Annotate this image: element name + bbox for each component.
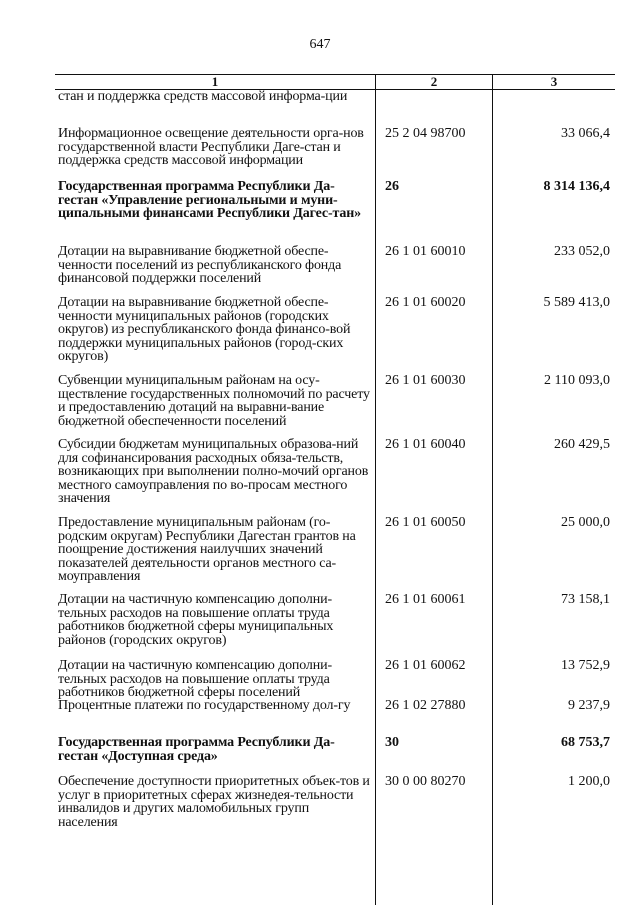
column-header-2: 2	[430, 74, 438, 89]
column-header-1: 1	[211, 74, 219, 89]
row-name: Государственная программа Республики Да-гестан «Управление региональными и муни-ципальными финансами Республики Дагес-тан»	[58, 179, 361, 222]
row-name: Субвенции муниципальным районам на осу-ществление государственных полномочий по расчету и предоставлению дотаций на выравни-вание бюджетной обеспеченности поселений	[58, 373, 370, 429]
row-code: 26	[385, 179, 399, 194]
row-amount: 5 589 413,0	[543, 295, 610, 310]
column-divider-1	[375, 74, 376, 905]
row-amount: 68 753,7	[561, 735, 610, 750]
row-code: 26 1 01 60010	[385, 244, 466, 259]
page-number: 647	[309, 37, 331, 52]
row-code: 26 1 02 27880	[385, 698, 466, 713]
row-amount: 25 000,0	[561, 515, 610, 530]
row-amount: 33 066,4	[561, 126, 610, 141]
row-amount: 2 110 093,0	[544, 373, 610, 388]
row-code: 26 1 01 60050	[385, 515, 466, 530]
row-amount: 13 752,9	[561, 658, 610, 673]
row-code: 30 0 00 80270	[385, 774, 466, 789]
column-header-3: 3	[550, 74, 558, 89]
row-code: 30	[385, 735, 399, 750]
row-name: Дотации на выравнивание бюджетной обеспе-ченности поселений из республиканского фонда финансовой поддержки поселений	[58, 244, 342, 287]
row-code: 25 2 04 98700	[385, 126, 466, 141]
row-name: Дотации на частичную компенсацию дополни-тельных расходов на повышение оплаты труда работников бюджетной сферы муниципальных районов (городских округов)	[58, 592, 334, 648]
row-name: Государственная программа Республики Да-гестан «Доступная среда»	[58, 735, 335, 764]
row-code: 26 1 01 60020	[385, 295, 466, 310]
budget-table	[55, 74, 615, 905]
row-name: стан и поддержка средств массовой информа-ции	[58, 89, 348, 104]
row-amount: 9 237,9	[568, 698, 610, 713]
row-name: Процентные платежи по государственному дол-гу	[58, 698, 351, 713]
row-code: 26 1 01 60040	[385, 437, 466, 452]
row-name: Дотации на частичную компенсацию дополни-тельных расходов на повышение оплаты труда работников бюджетной сферы поселений	[58, 658, 332, 701]
row-name: Предоставление муниципальным районам (го-родским округам) Республики Дагестан грантов на поощрение достижения наилучших значений показателей деятельности органов местного са-моуправления	[58, 515, 356, 585]
row-amount: 73 158,1	[561, 592, 610, 607]
row-name: Информационное освещение деятельности орга-нов государственной власти Республики Даге-стан и поддержка средств массовой информации	[58, 126, 364, 169]
row-code: 26 1 01 60062	[385, 658, 466, 673]
row-amount: 260 429,5	[554, 437, 610, 452]
row-amount: 8 314 136,4	[543, 179, 610, 194]
row-amount: 233 052,0	[554, 244, 610, 259]
row-code: 26 1 01 60030	[385, 373, 466, 388]
row-name: Субсидии бюджетам муниципальных образова-ний для софинансирования расходных обяза-тельств, возникающих при выполнении полно-мочий органов местного самоуправления по во-просам местного значения	[58, 437, 369, 507]
row-name: Дотации на выравнивание бюджетной обеспе-ченности муниципальных районов (городских округов) из республиканского фонда финансо-вой поддержки муниципальных районов (город-ских округов)	[58, 295, 351, 365]
row-name: Обеспечение доступности приоритетных объек-тов и услуг в приоритетных сферах жизнедея-тельности инвалидов и других маломобильных групп населения	[58, 774, 370, 830]
row-amount: 1 200,0	[568, 774, 610, 789]
row-code: 26 1 01 60061	[385, 592, 466, 607]
